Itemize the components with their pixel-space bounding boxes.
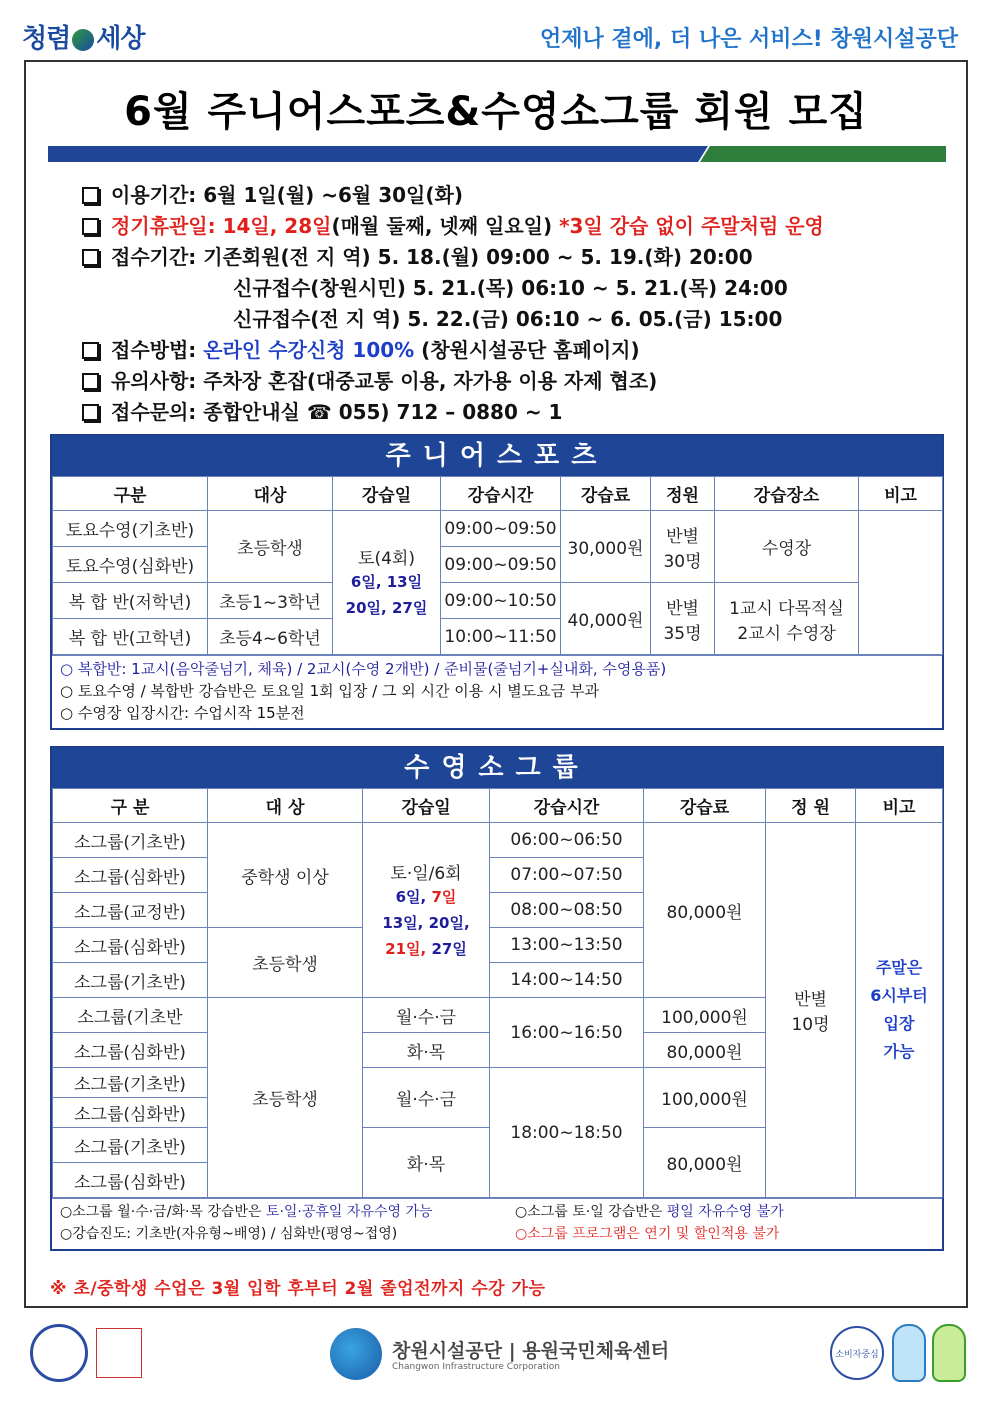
col-header: 구분 <box>53 477 208 511</box>
info-method: 접수방법: 온라인 수강신청 100% (창원시설공단 홈페이지) <box>82 335 952 366</box>
col-header: 강습일 <box>363 789 490 823</box>
class-name: 소그룹(기초반) <box>53 823 208 858</box>
class-name: 소그룹(기초반) <box>53 963 208 998</box>
info-inquiry: 접수문의: 종합안내실 ☎ 055) 712 – 0880 ~ 1 <box>82 397 952 428</box>
table-header-row <box>53 477 943 511</box>
junior-sports-section <box>50 434 944 730</box>
checkbox-icon <box>82 249 99 266</box>
lesson-time: 06:00~06:50 <box>490 823 644 858</box>
organization-logo: 창원시설공단 | 용원국민체육센터 Changwon Infrastructure Corporation <box>330 1324 670 1384</box>
col-header: 강습시간 <box>441 477 561 511</box>
class-name: 소그룹(기초반 <box>53 998 208 1033</box>
swim-group-title: 수영소그룹 <box>52 748 942 788</box>
swim-group-table <box>52 788 943 1198</box>
table-row <box>53 583 943 619</box>
swim-group-section <box>50 746 944 1251</box>
class-name: 소그룹(심화반) <box>53 1163 208 1198</box>
lesson-days: 월·수·금 <box>363 998 490 1033</box>
warning-note: ※ 초/중학생 수업은 3월 입학 후부터 2월 졸업전까지 수강 가능 <box>50 1279 546 1299</box>
note-line: ○ 수영장 입장시간: 수업시작 15분전 <box>60 704 305 722</box>
corporation-emblem-icon <box>330 1328 382 1380</box>
poster-frame <box>24 60 968 1308</box>
class-name: 소그룹(심화반) <box>53 928 208 963</box>
checkbox-icon <box>82 404 99 421</box>
class-name: 소그룹(심화반) <box>53 1033 208 1068</box>
table-row <box>53 823 943 858</box>
class-name: 복 합 반(저학년) <box>53 583 208 619</box>
class-name: 소그룹(기초반) <box>53 1128 208 1163</box>
col-header: 대상 <box>208 477 333 511</box>
checkbox-icon <box>82 373 99 390</box>
info-registration-3: 신규접수(전 지 역) 5. 22.(금) 06:10 ~ 6. 05.(금) 15:00 <box>233 307 783 331</box>
top-header <box>0 0 992 62</box>
lesson-days: 월·수·금 <box>363 1068 490 1128</box>
lesson-time: 13:00~13:50 <box>490 928 644 963</box>
fee: 80,000원 <box>644 1033 766 1068</box>
note-line: ○소그룹 월·수·금/화·목 강습반은 토·일·공휴일 자유수영 가능 ○소그룹 토·일 강습반은 평일 자유수영 불가 <box>60 1204 784 1220</box>
checkbox-icon <box>82 218 99 235</box>
lesson-time: 09:00~09:50 <box>441 547 561 583</box>
col-header: 대 상 <box>208 789 363 823</box>
lesson-time: 10:00~11:50 <box>441 619 561 655</box>
lesson-time: 09:00~10:50 <box>441 583 561 619</box>
class-name: 소그룹(심화반) <box>53 858 208 893</box>
remark: 주말은 6시부터 입장 가능 <box>856 823 943 1198</box>
col-header: 강습일 <box>333 477 441 511</box>
ccm-badge-icon: 소비자중심 <box>830 1326 884 1380</box>
class-name: 토요수영(기초반) <box>53 511 208 547</box>
lesson-days: 토(4회) 6일, 13일 20일, 27일 <box>333 511 441 655</box>
mascot-green-icon <box>932 1324 966 1382</box>
mascot-blue-icon <box>892 1324 926 1382</box>
mascot-logos <box>830 1324 970 1386</box>
class-name: 소그룹(심화반) <box>53 1098 208 1128</box>
lesson-days: 화·목 <box>363 1033 490 1068</box>
lesson-time: 18:00~18:50 <box>490 1068 644 1198</box>
footer <box>0 1318 992 1403</box>
capacity: 반별 10명 <box>766 823 856 1198</box>
target: 초등4~6학년 <box>208 619 333 655</box>
col-header: 강습료 <box>644 789 766 823</box>
junior-sports-title: 주니어스포츠 <box>52 436 942 476</box>
checkbox-icon <box>82 342 99 359</box>
target: 초등학생 <box>208 928 363 998</box>
fee: 100,000원 <box>644 1068 766 1128</box>
target: 초등학생 <box>208 511 333 583</box>
junior-sports-table <box>52 476 943 655</box>
target: 초등학생 <box>208 998 363 1198</box>
remark <box>859 511 943 655</box>
info-registration-2: 신규접수(창원시민) 5. 21.(목) 06:10 ~ 5. 21.(목) 24:00 <box>233 276 788 300</box>
logo-ball-icon <box>72 29 94 51</box>
class-name: 복 합 반(고학년) <box>53 619 208 655</box>
col-header: 강습시간 <box>490 789 644 823</box>
col-header: 강습료 <box>561 477 651 511</box>
fee: 40,000원 <box>561 583 651 655</box>
capacity: 반별 30명 <box>651 511 715 583</box>
fee: 80,000원 <box>644 823 766 998</box>
class-name: 소그룹(기초반) <box>53 1068 208 1098</box>
lesson-time: 09:00~09:50 <box>441 511 561 547</box>
target: 초등1~3학년 <box>208 583 333 619</box>
note-line: ○강습진도: 기초반(자유형~배영) / 심화반(평영~접영) ○소그룹 프로그램은 연기 및 할인적용 불가 <box>60 1226 780 1242</box>
info-caution: 유의사항: 주차장 혼잡(대중교통 이용, 자가용 이용 자제 협조) <box>82 366 952 397</box>
certification-logos <box>30 1324 150 1386</box>
place: 수영장 <box>715 511 859 583</box>
class-name: 소그룹(교정반) <box>53 893 208 928</box>
col-header: 정원 <box>651 477 715 511</box>
title-underline <box>48 146 946 162</box>
class-name: 토요수영(심화반) <box>53 547 208 583</box>
swim-notes <box>52 1198 942 1249</box>
checkbox-icon <box>82 187 99 204</box>
certification-seal-icon <box>30 1324 88 1382</box>
info-list <box>82 180 952 428</box>
lesson-time: 16:00~16:50 <box>490 998 644 1068</box>
lesson-days: 화·목 <box>363 1128 490 1198</box>
note-line: ○ 토요수영 / 복합반 강습반은 토요일 1회 입장 / 그 외 시간 이용 시 별도요금 부과 <box>60 682 599 700</box>
lesson-time: 14:00~14:50 <box>490 963 644 998</box>
place: 1교시 다목적실 2교시 수영장 <box>715 583 859 655</box>
col-header: 정 원 <box>766 789 856 823</box>
page-title: 6월 주니어스포츠&수영소그룹 회원 모집 <box>124 89 868 135</box>
clean-world-logo: 청렴 세상 <box>22 24 145 54</box>
info-registration: 접수기간: 기존회원(전 지 역) 5. 18.(월) 09:00 ~ 5. 19.(화) 20:00 <box>82 242 952 273</box>
fee: 30,000원 <box>561 511 651 583</box>
capacity: 반별 35명 <box>651 583 715 655</box>
col-header: 비고 <box>856 789 943 823</box>
col-header: 구 분 <box>53 789 208 823</box>
certification-badge-icon <box>96 1328 142 1378</box>
fee: 100,000원 <box>644 998 766 1033</box>
col-header: 비고 <box>859 477 943 511</box>
fee: 80,000원 <box>644 1128 766 1198</box>
slogan: 언제나 곁에, 더 나은 서비스! 창원시설공단 <box>540 27 958 52</box>
info-closed: 정기휴관일: 14일, 28일 (매월 둘째, 넷째 일요일) *3일 강습 없이 주말처럼 운영 <box>82 211 952 242</box>
info-period: 이용기간: 6월 1일(월) ~6월 30일(화) <box>82 180 952 211</box>
target: 중학생 이상 <box>208 823 363 928</box>
lesson-time: 07:00~07:50 <box>490 858 644 893</box>
table-header-row <box>53 789 943 823</box>
note-line: ○ 복합반: 1교시(음악줄넘기, 체육) / 2교시(수영 2개반) / 준비물(줄넘기+실내화, 수영용품) <box>60 660 667 678</box>
lesson-time: 08:00~08:50 <box>490 893 644 928</box>
junior-notes <box>52 655 942 728</box>
table-row <box>53 511 943 547</box>
col-header: 강습장소 <box>715 477 859 511</box>
lesson-days: 토·일/6회 6일, 7일 13일, 20일, 21일, 27일 <box>363 823 490 998</box>
